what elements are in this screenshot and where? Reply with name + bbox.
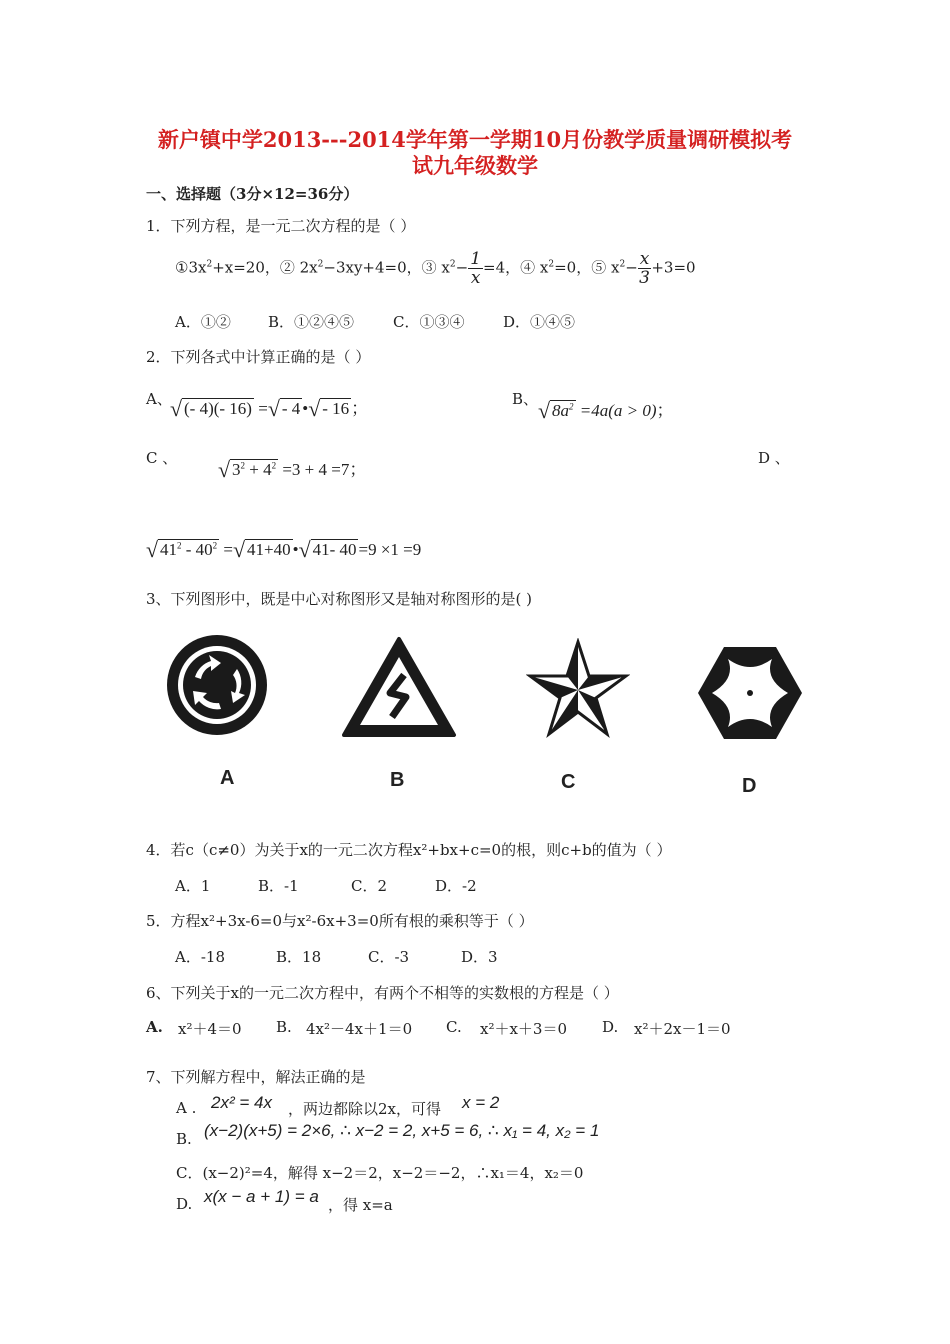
question-1-equations: $①3x^2+x=20$，② $2x^2-3xy+4=0$，③ $x^2-$ $\frac{1}{x}$ =4，④ $x^2=0$，⑤ $x^2-$ $\frac{x}{3}$ +3=0 [175,249,696,288]
q2-option-a-label: A、 [146,390,172,408]
triangle-warning-sign-figure [340,635,458,741]
q6-option-b-label: B. [276,1018,292,1036]
q6-option-c: x²＋x＋3＝0 [480,1020,568,1038]
q1-option-d: D．①④⑤ [503,313,576,331]
figure-label-c: C [561,771,576,793]
question-1-stem: 1．下列方程，是一元二次方程的是（ ） [146,217,416,235]
page-title-line2: 试九年级数学 [412,153,538,178]
q4-option-d: D．-2 [435,877,477,895]
star-figure [526,638,630,738]
hexagon-figure [694,643,806,743]
question-6-stem: 6、下列关于x的一元二次方程中，有两个不相等的实数根的方程是（ ） [146,984,619,1002]
q5-option-d: D．3 [461,948,498,966]
q2-option-d-expr: √ $41^2 - 40^2$ = √ 41+40 • √ 41- 40 =9 ×1 =9 [146,537,422,562]
q6-option-a-label: A. [146,1018,163,1036]
question-2-stem: 2．下列各式中计算正确的是（ ） [146,348,371,366]
question-5-stem: 5．方程x²+3x-6=0与x²-6x+3=0所有根的乘积等于（ ） [146,912,534,930]
figure-label-b: B [390,769,405,791]
q6-option-c-label: C. [446,1018,462,1036]
figure-label-a: A [220,767,235,789]
question-3-stem: 3、下列图形中，既是中心对称图形又是轴对称图形的是( ) [146,590,533,608]
question-7-stem: 7、下列解方程中，解法正确的是 [146,1068,366,1086]
q6-option-d: x²＋2x－1＝0 [634,1020,731,1038]
q5-option-c: C．-3 [368,948,410,966]
q6-option-a: x²＋4＝0 [178,1020,242,1038]
q2-option-b-label: B、 [512,390,539,408]
q6-option-d-label: D. [602,1018,619,1036]
q1-option-b: B．①②④⑤ [268,313,355,331]
q1-option-a: A．①② [175,313,231,331]
q7-option-a-label: A . [176,1099,197,1117]
q7-option-b-math: (x−2)(x+5) = 2×6, ∴ x−2 = 2, x+5 = 6, ∴ x₁ = 4, x₂ = 1 [204,1121,600,1140]
section-heading: 一、选择题（3分×12=36分） [146,185,359,203]
q4-option-c: C．2 [351,877,388,895]
q7-option-d-math: x(x − a + 1) = a [204,1187,319,1206]
q7-option-a-text: ，两边都除以2x，可得 [288,1100,442,1118]
q2-option-a-expr: √ (- 4)(- 16) = √ - 4 • √ - 16 ； [170,396,369,421]
q2-option-d-label: D 、 [758,449,790,467]
q5-option-b: B．18 [276,948,322,966]
q4-option-a: A．1 [175,877,211,895]
q2-option-c-expr: √ $3^2 + 4^2 =3 + 4 =7$； [218,457,367,482]
page-title: 新户镇中学2013---2014学年第一学期10月份教学质量调研模拟考 [157,127,793,152]
q2-option-c-label: C 、 [146,449,178,467]
figure-label-d: D [742,775,757,797]
q6-option-b: 4x²－4x＋1＝0 [306,1020,413,1038]
q7-option-a-result: x = 2 [462,1093,500,1112]
q1-option-c: C．①③④ [393,313,465,331]
q2-option-b-expr: √ $8a^2 =4a(a > 0)$； [538,398,674,423]
q7-option-d-text: ，得 x=a [328,1196,393,1214]
q4-option-b: B．-1 [258,877,299,895]
q7-option-a-math: 2x² = 4x [211,1093,272,1112]
q7-option-d-label: D. [176,1195,193,1213]
q7-option-c-text: C．(x−2)²=4，解得 x−2＝2，x−2＝−2，∴x₁＝4，x₂＝0 [176,1164,584,1182]
question-4-stem: 4．若c（c≠0）为关于x的一元二次方程x²+bx+c=0的根，则c+b的值为（ ） [146,841,672,859]
q7-option-b-label: B. [176,1130,192,1148]
q5-option-a: A．-18 [175,948,225,966]
roundabout-sign-figure [165,633,269,737]
